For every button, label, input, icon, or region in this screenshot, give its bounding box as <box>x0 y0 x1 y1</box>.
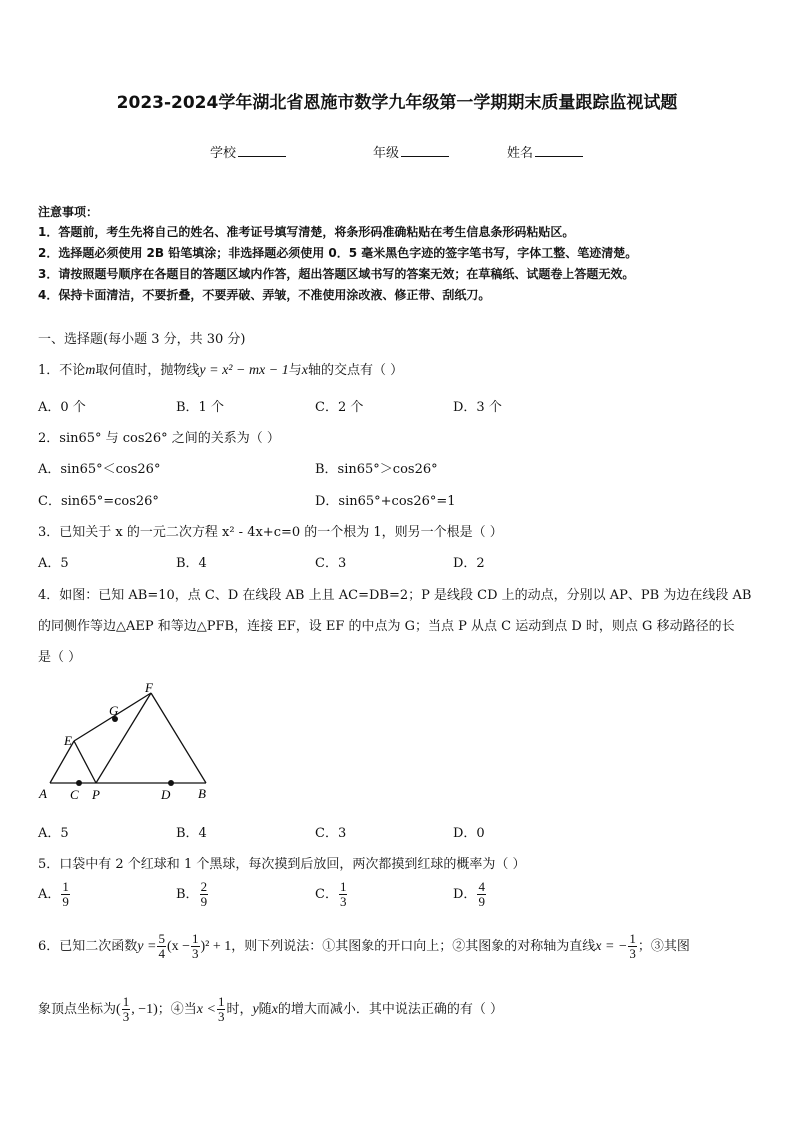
q5-option-d-fraction <box>477 880 486 909</box>
q5-option-c-label: C． <box>315 887 338 902</box>
q4-option-a[interactable]: A．5 <box>38 826 69 841</box>
q6-x-lt: x < <box>196 1002 216 1017</box>
fraction-denominator: 3 <box>217 1009 225 1024</box>
q6-text-f: 时， <box>226 1002 253 1017</box>
fraction-numerator: 4 <box>478 879 485 894</box>
q5-option-d-label: D． <box>453 887 477 902</box>
q1-option-c[interactable]: C．2 个 <box>315 400 364 415</box>
fraction-denominator: 9 <box>62 894 69 909</box>
q6-var-x: x <box>271 1002 278 1017</box>
section-heading: 一、选择题(每小题 3 分，共 30 分) <box>38 332 246 347</box>
q6-text-e: ；④当 <box>157 1002 197 1017</box>
q1-option-b[interactable]: B．1 个 <box>176 400 224 415</box>
q6-paren-left: ( <box>116 1002 121 1017</box>
q5-option-d[interactable] <box>453 880 487 909</box>
fraction-numerator: 1 <box>217 994 225 1009</box>
notice-item: 3．请按照题号顺序在各题目的答题区域内作答，超出答题区域书写的答案无效；在草稿纸、试题卷上答题无效。 <box>38 267 635 281</box>
q6-text-d: 象顶点坐标为 <box>38 1002 117 1017</box>
question-6-line-1 <box>38 932 690 961</box>
label-p: P <box>92 787 100 802</box>
q6-text-g: 随 <box>258 1002 272 1017</box>
name-blank[interactable] <box>535 145 583 157</box>
q3-option-a[interactable]: A．5 <box>38 556 69 571</box>
school-label: 学校 <box>210 146 237 161</box>
q6-x-eq: x = − <box>595 939 628 954</box>
q1-var-x: x <box>301 363 308 378</box>
q6-var-y: y <box>252 1002 259 1017</box>
fraction-denominator: 3 <box>192 946 199 961</box>
q4-option-c[interactable]: C．3 <box>315 826 347 841</box>
fraction-numerator: 1 <box>339 879 347 894</box>
q1-var-m: m <box>85 363 96 378</box>
label-g: G <box>109 703 119 718</box>
fraction-numerator: 2 <box>200 879 208 894</box>
q6-expr-end: )² + 1 <box>200 939 232 954</box>
q4-figure <box>30 675 230 805</box>
question-4-line: 的同侧作等边△AEP 和等边△PFB，连接 EF，设 EF 的中点为 G；当点 P 从点 C 运动到点 D 时，则点 G 移动路径的长 <box>38 619 735 634</box>
q3-option-c[interactable]: C．3 <box>315 556 347 571</box>
q4-option-b[interactable]: B．4 <box>176 826 207 841</box>
q5-option-b[interactable] <box>176 880 209 909</box>
fraction-numerator: 1 <box>122 994 130 1009</box>
q6-fraction-3 <box>628 932 637 961</box>
q6-expr-mid: (x − <box>166 939 191 954</box>
point-c <box>76 780 82 786</box>
q5-option-a-label: A． <box>38 887 61 902</box>
fraction-numerator: 1 <box>629 931 636 946</box>
q6-fraction-2 <box>191 932 200 961</box>
q1-text-b: 取何值时，抛物线 <box>95 363 200 378</box>
question-6-line-2 <box>38 995 503 1024</box>
question-3-stem: 3．已知关于 x 的一元二次方程 x² - 4x+c=0 的一个根为 1，则另一个根是（ ） <box>38 525 503 540</box>
fraction-denominator: 3 <box>629 946 636 961</box>
q5-option-c[interactable] <box>315 880 348 909</box>
notice-item: 2．选择题必须使用 2B 铅笔填涂；非选择题必须使用 0．5 毫米黑色字迹的签字笔书写，字体工整、笔迹清楚。 <box>38 246 638 260</box>
q6-text-c: ；③其图 <box>637 939 690 954</box>
q6-text-h: 的增大而减小．其中说法正确的有（ ） <box>277 1002 504 1017</box>
notice-item: 1．答题前，考生先将自己的姓名、准考证号填写清楚，将条形码准确粘贴在考生信息条形码粘贴区。 <box>38 225 575 239</box>
q1-formula: y = x² − mx − 1 <box>199 363 289 378</box>
notice-heading: 注意事项： <box>38 205 99 219</box>
q1-text-d: 轴的交点有（ ） <box>307 363 404 378</box>
question-5-stem: 5．口袋中有 2 个红球和 1 个黑球，每次摸到后放回，两次都摸到红球的概率为（ ） <box>38 857 526 872</box>
segment-fb <box>151 693 206 783</box>
q1-text-a: 1．不论 <box>38 363 86 378</box>
q5-option-a-fraction <box>61 880 70 909</box>
question-1-stem <box>38 359 403 379</box>
q2-option-c[interactable]: C．sin65°=cos26° <box>38 494 159 509</box>
q1-option-a[interactable]: A．0 个 <box>38 400 86 415</box>
q4-option-d[interactable]: D．0 <box>453 826 485 841</box>
q6-fraction-5 <box>217 995 226 1024</box>
label-e: E <box>64 733 72 748</box>
notice-item: 4．保持卡面清洁，不要折叠，不要弄破、弄皱，不准使用涂改液、修正带、刮纸刀。 <box>38 288 491 302</box>
q6-paren-right: , −1) <box>131 1002 158 1017</box>
grade-blank[interactable] <box>401 145 449 157</box>
q2-option-b[interactable]: B．sin65°＞cos26° <box>315 462 438 477</box>
label-b: B <box>198 786 206 801</box>
q3-option-d[interactable]: D．2 <box>453 556 485 571</box>
q6-text-a: 6．已知二次函数 <box>38 939 138 954</box>
question-4-line: 4．如图：已知 AB=10，点 C、D 在线段 AB 上且 AC=DB=2；P 是线段 CD 上的动点，分别以 AP、PB 为边在线段 AB <box>38 588 752 603</box>
question-2-stem: 2．sin65° 与 cos26° 之间的关系为（ ） <box>38 431 280 446</box>
q1-text-c: 与 <box>288 363 302 378</box>
q2-option-d[interactable]: D．sin65°+cos26°=1 <box>315 494 456 509</box>
grade-field[interactable] <box>373 142 449 161</box>
q6-text-b: ，则下列说法：①其图象的开口向上；②其图象的对称轴为直线 <box>231 939 596 954</box>
fraction-numerator: 5 <box>158 931 165 946</box>
label-d: D <box>161 787 171 802</box>
fraction-denominator: 3 <box>122 1009 130 1024</box>
q6-fraction-4 <box>122 995 131 1024</box>
q2-option-a[interactable]: A．sin65°＜cos26° <box>38 462 161 477</box>
school-field[interactable] <box>210 142 286 161</box>
q1-option-d[interactable]: D．3 个 <box>453 400 502 415</box>
q3-option-b[interactable]: B．4 <box>176 556 207 571</box>
segment-ep <box>74 741 96 783</box>
fraction-numerator: 1 <box>192 931 199 946</box>
q6-fraction-1 <box>157 932 166 961</box>
label-f: F <box>145 680 153 695</box>
name-label: 姓名 <box>507 146 534 161</box>
page-title: 2023-2024学年湖北省恩施市数学九年级第一学期期末质量跟踪监视试题 <box>116 93 678 113</box>
fraction-denominator: 4 <box>158 946 165 961</box>
name-field[interactable] <box>507 142 583 161</box>
q6-y-eq: y = <box>137 939 157 954</box>
fraction-denominator: 9 <box>200 894 208 909</box>
segment-pf <box>96 693 151 783</box>
grade-label: 年级 <box>373 146 400 161</box>
q5-option-c-fraction <box>339 880 348 909</box>
fraction-numerator: 1 <box>62 879 69 894</box>
fraction-denominator: 9 <box>478 894 485 909</box>
q5-option-b-label: B． <box>176 887 199 902</box>
question-4-line: 是（ ） <box>38 650 82 665</box>
label-a: A <box>39 786 47 801</box>
fraction-denominator: 3 <box>339 894 347 909</box>
label-c: C <box>70 787 79 802</box>
q5-option-b-fraction <box>200 880 209 909</box>
point-d <box>168 780 174 786</box>
school-blank[interactable] <box>238 145 286 157</box>
q5-option-a[interactable] <box>38 880 71 909</box>
